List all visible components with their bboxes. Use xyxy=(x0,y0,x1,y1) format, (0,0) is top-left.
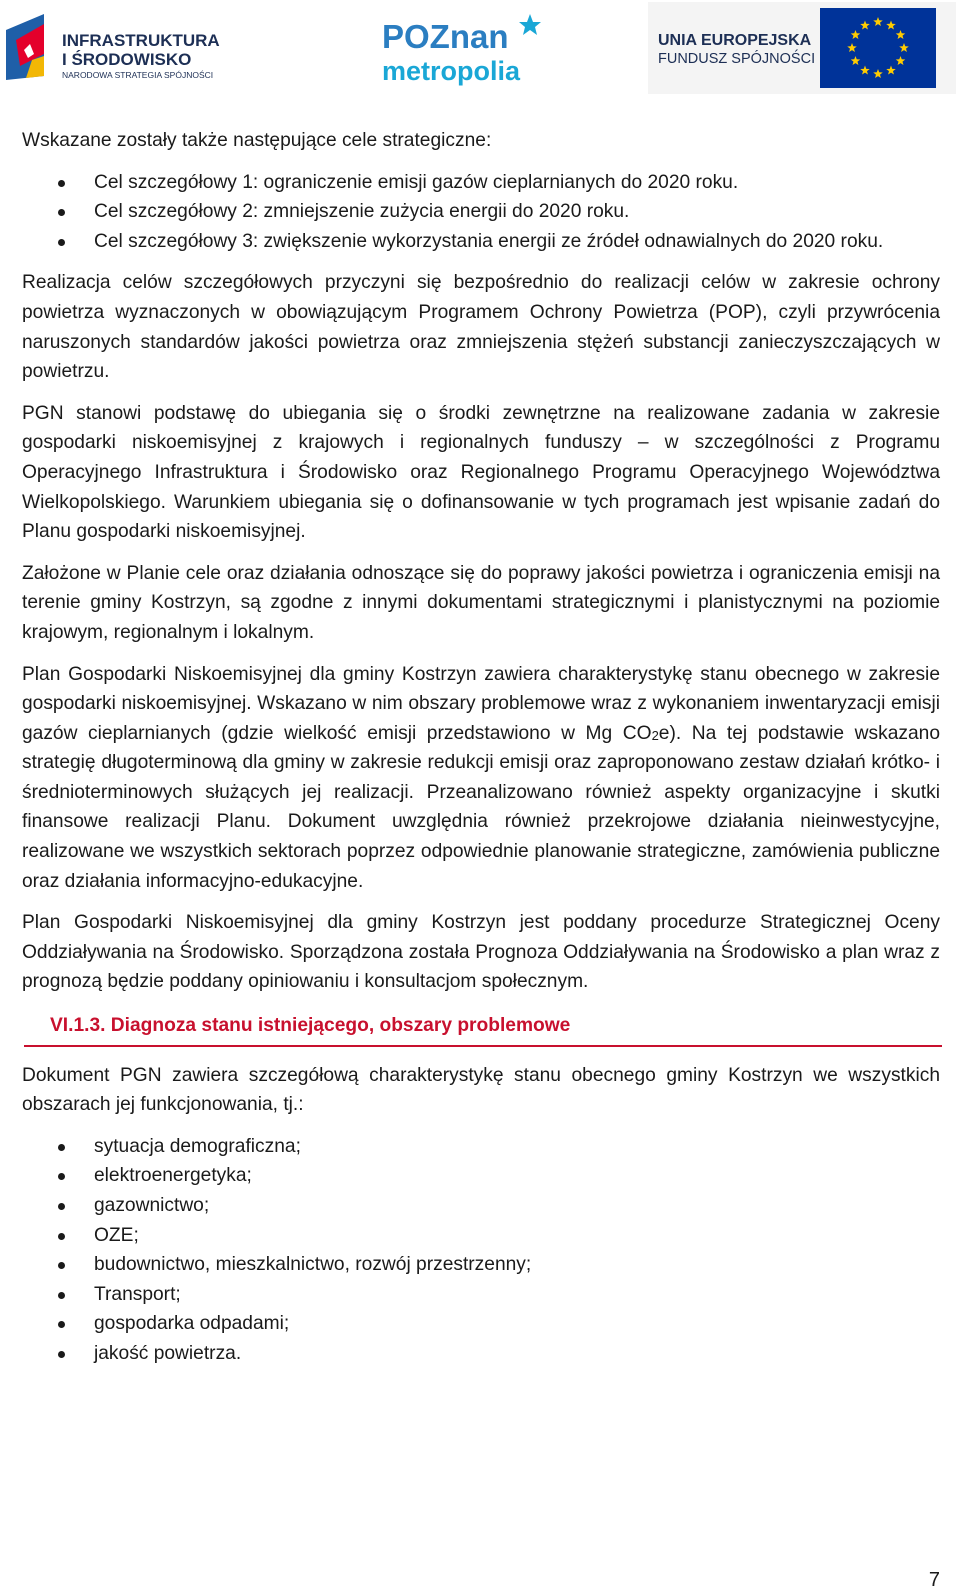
area-text: budownictwo, mieszkalnictwo, rozwój przestrzenny; xyxy=(94,1254,532,1276)
area-text: gazownictwo; xyxy=(94,1195,210,1216)
goals-list xyxy=(22,168,940,257)
bullet-icon xyxy=(58,239,65,246)
area-text: elektroenergetyka; xyxy=(94,1165,252,1187)
paragraph-strategic-assessment: Plan Gospodarki Niskoemisyjnej dla gminy Kostrzyn jest poddany procedurze Strategicznej Oceny Oddziaływania na Środowisko. Sporządzona została Prognoza Oddziaływania na Środowisko a plan wraz z prognozą będzie poddany opiniowaniu i konsultacjom społecznym. xyxy=(22,912,940,993)
section-heading: VI.1.3. Diagnoza stanu istniejącego, obszary problemowe xyxy=(24,1011,942,1047)
logo-right-line2: FUNDUSZ SPÓJNOŚCI xyxy=(658,51,816,67)
paragraph-pop: Realizacja celów szczegółowych przyczyni się bezpośrednio do realizacji celów w zakresie ochrony powietrza wyznaczonych w obowiązującym Programem Ochrony Powietrza (POP), czyli przywrócenia naruszonych standardów jakości powietrza oraz zmniejszenia stężeń substancji zanieczyszczających w powietrzu. xyxy=(22,272,940,383)
page-number: 7 xyxy=(928,1569,940,1591)
star-icon xyxy=(519,14,541,35)
unia-europejska-logo xyxy=(648,2,956,94)
logo-left-line3: NARODOWA STRATEGIA SPÓJNOŚCI xyxy=(62,70,214,80)
goal-text: Cel szczegółowy 2: zmniejszenie zużycia energii do 2020 roku. xyxy=(94,201,630,223)
logo-left-line1: INFRASTRUKTURA xyxy=(62,31,220,50)
logo-left-line2: I ŚRODOWISKO xyxy=(62,50,192,69)
list-item xyxy=(22,1221,940,1251)
bullet-icon xyxy=(58,1351,65,1358)
poznan-metropolia-logo xyxy=(380,8,545,88)
list-item xyxy=(22,1339,940,1369)
bullet-icon xyxy=(58,180,65,187)
section-intro: Dokument PGN zawiera szczegółową charakterystykę stanu obecnego gminy Kostrzyn we wszystkich obszarach jej funkcjonowania, tj.: xyxy=(22,1064,940,1116)
bullet-icon xyxy=(58,1144,65,1151)
areas-list xyxy=(22,1132,940,1369)
logo-right-line1: UNIA EUROPEJSKA xyxy=(658,32,812,49)
list-item xyxy=(22,1132,940,1162)
goal-text: Cel szczegółowy 3: zwiększenie wykorzystania energii ze źródeł odnawialnych do 2020 roku. xyxy=(94,230,884,252)
list-item xyxy=(22,1309,940,1339)
list-item xyxy=(22,1250,940,1280)
area-text: sytuacja demograficzna; xyxy=(94,1135,301,1157)
co2-subscript: 2 xyxy=(651,727,659,743)
bullet-icon xyxy=(58,1262,65,1269)
paragraph-plan-content xyxy=(22,660,940,897)
area-text: Transport; xyxy=(94,1283,181,1305)
plan-content-part1: Plan Gospodarki Niskoemisyjnej dla gminy Kostrzyn zawiera charakterystykę stanu obecnego w zakresie gospodarki niskoemisyjnej. Wskazano w nim obszary problemowe wraz z wykonaniem inwentaryzacji emisji gazów cieplarnianych (gdzie wielkość emisji przedstawiono w Mg CO xyxy=(22,663,940,744)
list-item xyxy=(22,227,940,257)
list-item xyxy=(22,1280,940,1310)
bullet-icon xyxy=(58,209,65,216)
paragraph-consistency: Założone w Planie cele oraz działania odnoszące się do poprawy jakości powietrza i ograniczenia emisji na terenie gminy Kostrzyn, są zgodne z innymi dokumentami strategicznymi i planistycznymi na poziomie krajowym, regionalnym i lokalnym. xyxy=(22,562,940,643)
area-text: jakość powietrza. xyxy=(94,1342,242,1364)
page-header xyxy=(0,0,960,100)
bullet-icon xyxy=(58,1203,65,1210)
list-item xyxy=(22,1161,940,1191)
infrastruktura-srodowisko-logo xyxy=(4,10,224,84)
goals-intro: Wskazane zostały także następujące cele strategiczne: xyxy=(22,130,492,151)
paragraph-funding: PGN stanowi podstawę do ubiegania się o środki zewnętrzne na realizowane zadania w zakresie gospodarki niskoemisyjnej z krajowych i regionalnych funduszy – w szczególności z Programu Operacyjnego Infrastruktura i Środowisko oraz Regionalnego Programu Operacyjnego Województwa Wielkopolskiego. Warunkiem ubiegania się o dofinansowanie w tych programach jest wpisanie zadań do Planu gospodarki niskoemisyjnej. xyxy=(22,402,940,543)
logo-center-line1: POZnan xyxy=(382,18,509,55)
bullet-icon xyxy=(58,1292,65,1299)
document-body xyxy=(22,126,940,1369)
logo-center-line2: metropolia xyxy=(382,56,521,86)
bullet-icon xyxy=(58,1173,65,1180)
list-item xyxy=(22,168,940,198)
bullet-icon xyxy=(58,1233,65,1240)
list-item xyxy=(22,1191,940,1221)
bullet-icon xyxy=(58,1321,65,1328)
area-text: gospodarka odpadami; xyxy=(94,1313,290,1335)
area-text: OZE; xyxy=(94,1224,139,1246)
plan-content-part2: e). Na tej podstawie wskazano strategię długoterminową dla gminy w zakresie redukcji emisji oraz zaproponowano zestaw działań krótko- i średnioterminowych służących jej realizacji. Przeanalizowano również aspekty organizacyjne i skutki finansowe realizacji Planu. Dokument uwzględnia również przekrojowe działania nieinwestycyjne, realizowane we wszystkich sektorach poprzez odpowiednie planowanie strategiczne, zamówienia publiczne oraz działania informacyjno-edukacyjne. xyxy=(22,722,941,892)
list-item xyxy=(22,197,940,227)
goal-text: Cel szczegółowy 1: ograniczenie emisji gazów cieplarnianych do 2020 roku. xyxy=(94,171,739,193)
